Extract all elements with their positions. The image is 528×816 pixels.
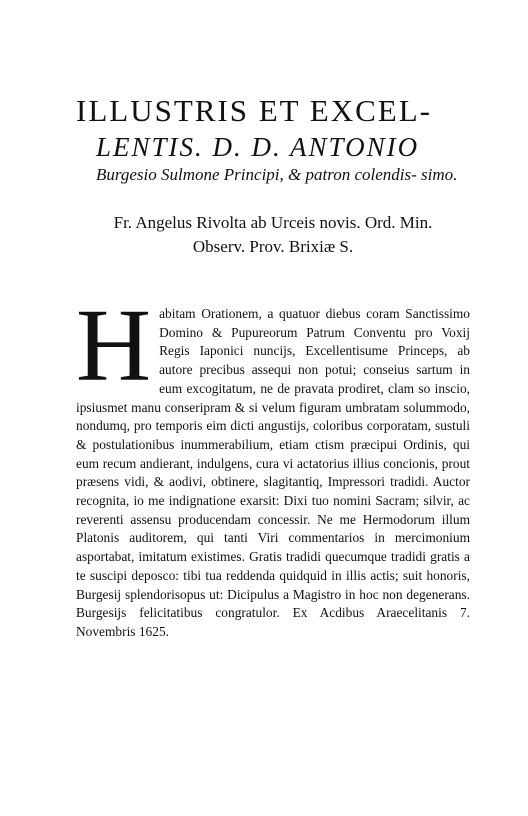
title-line-1: ILLUSTRIS ET EXCEL-	[76, 93, 433, 128]
author-line-1: Fr. Angelus Rivolta ab Urceis novis. Ord. Min.	[113, 213, 433, 232]
letter-text: abitam Orationem, a quatuor diebus coram Sanctissimo Domino & Pupureorum Patrum Conventu pro Voxij Regis Iaponici nuncijs, Excellentisume Princeps, ab autore precibus assequi non potui; conseius sartum in eum excogitatum, ne de pravata prodiret, clam so inscio, ipsiusmet manu conseripram & si velum figuram umbratam solummodo, nondumq, pro temporis eim dicti angustijs, coloribus corporatam, sustuli & postulationibus inummerabilium, etiam ctism præcipui Ordinis, qui eum recum andierant, indulgens, cura vi actatorius illius concionis, prout præsens vidi, & aodivi, obtinere, slagitantiq, Impressori tradidi. Auctor recognita, io me indignatione exarsit: Dixi tuo nomini Sacram; silvir, ac reverenti assensu producendam concessir. Ne me Hermodorum illum Platonis auditorem, qui tanti Viri commentarios in mercimonium asportabat, imitatum existimes. Gratis tradidi quecumque tradidi gratis a te suscipi deposco: tibi tua reddenda quidquid in illis actis; suit honoris, Burgesij splendorisopus ut: Dicipulus a Magistro in hoc non degenerans. Burgesijs felicitatibus congratulor. Ex Acdibus Araecelitanis 7. Novembris 1625.	[76, 306, 470, 639]
dedication: Burgesio Sulmone Principi, & patron colendis- simo.	[96, 165, 458, 184]
author-block	[76, 211, 470, 259]
letter-body	[76, 288, 470, 642]
author-line-2: Observ. Prov. Brixiæ S.	[192, 237, 354, 256]
document-page	[76, 92, 470, 642]
drop-cap: H	[76, 288, 152, 403]
title-line-2: LENTIS. D. D. ANTONIO	[96, 132, 420, 162]
